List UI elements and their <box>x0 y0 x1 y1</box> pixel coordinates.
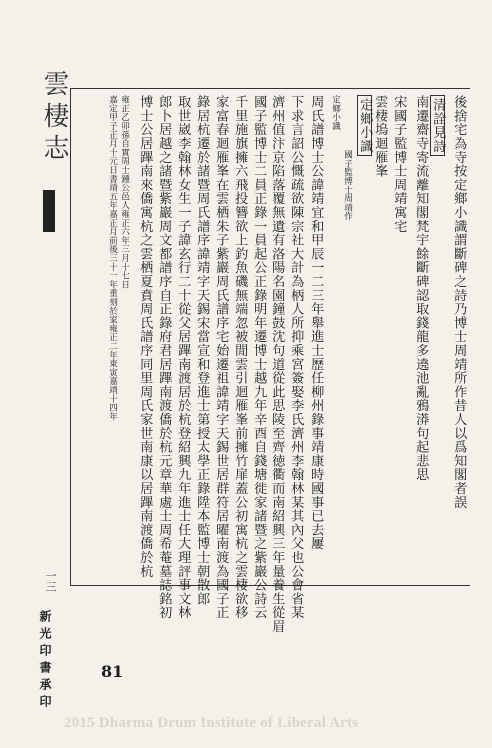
frame-top-border <box>70 88 470 89</box>
spine-title: 雲棲志 <box>39 70 69 166</box>
text-column: 博士公居蹕南來僑寓杭之雲栖夏賁周氏譜序同里周氏家世南康以居蹕南渡僑於杭 <box>137 95 153 578</box>
text-column: 周氏譜博士公諱靖宜和甲辰一二三年舉進士歷任柳州錄事靖康時國事已去屢 <box>308 95 324 551</box>
watermark: 2015 Dharma Drum Institute of Liberal Arts <box>64 715 359 731</box>
text-column: 後捨宅為寺按定鄉小識謂斷碑之詩乃博士周靖所作昔人以爲知閣者誤 <box>451 95 467 509</box>
page-number: 81 <box>101 662 124 681</box>
text-column: 郎卜居越之諸暨紫巖周文都譜序自正錄府君居蹕南渡僑於杭元章華處士周希菴墓誌銘初 <box>156 95 172 620</box>
text-column: 取世崴李翰林女生一子諱玄行二十從父居蹕南渡居於杭登紹興九年進士任大理評事文林 <box>175 95 191 620</box>
text-column: 家富春迴雁峯在雲栖朱子紫巖周氏譜序宅始遷祖諱靖字天錫世居群符居曜南渡為國子正 <box>213 95 229 620</box>
text-column: 定鄉小識 <box>357 95 372 156</box>
text-column: 清詮見詩 <box>430 95 445 156</box>
text-column: 錄居杭遷於諸暨周氏譜序諱靖字天錫宋當宣和登進士第授太學正錄陞本監博士朝散郎 <box>194 95 210 606</box>
text-column: 千里施旗擁六飛投簪欲上釣魚磯無端忽被閒雲引迴雁峯前擁竹扉蓋公初寓杭之雲棲欲移 <box>232 95 248 620</box>
text-column: 宋國子監博士周靖寓宅 <box>391 95 407 233</box>
text-column: 雲棲塢迴雁峯 <box>372 95 388 178</box>
text-column: 南遷齋寺寄流離知閣梵宇餘斷碑認取錢龍多遶池亂鴉漭句起悲思 <box>413 95 429 482</box>
text-column: 嘉定甲子正月十元日書靖五年嘉正月前後三十一年重刻於家雍正二年東寅嘉靖十四年 <box>107 95 118 421</box>
text-column: 國子監博士周靖作 <box>342 150 353 221</box>
publisher-imprint: 新光印書承印 <box>38 610 52 712</box>
text-column: 下求言詔公慨疏欲陳宗社大計為柄人所抑乘宮簽娶李氏濟州李翰林某其內父也公會省某 <box>288 95 304 620</box>
text-column: 雍正乙卯孫自實周士鍾公邑人雍正六年三月十七日 <box>119 95 130 289</box>
text-column: 國子監博士二員正錄一員起公正錄明年遷博士越九年辛酉自錢塘徙家諸暨之紫巖公詩云 <box>251 95 267 620</box>
text-column: 定鄉小識 <box>330 95 341 131</box>
text-column: 濟州值汴京陷落覆無遺有洛陽名園鐘鼓沈句道從此思陵至齊徳衢而南紹興三年量養生從眉 <box>269 95 285 634</box>
fish-tail-mark <box>43 190 55 232</box>
leaf-number: 一三 <box>44 570 57 592</box>
